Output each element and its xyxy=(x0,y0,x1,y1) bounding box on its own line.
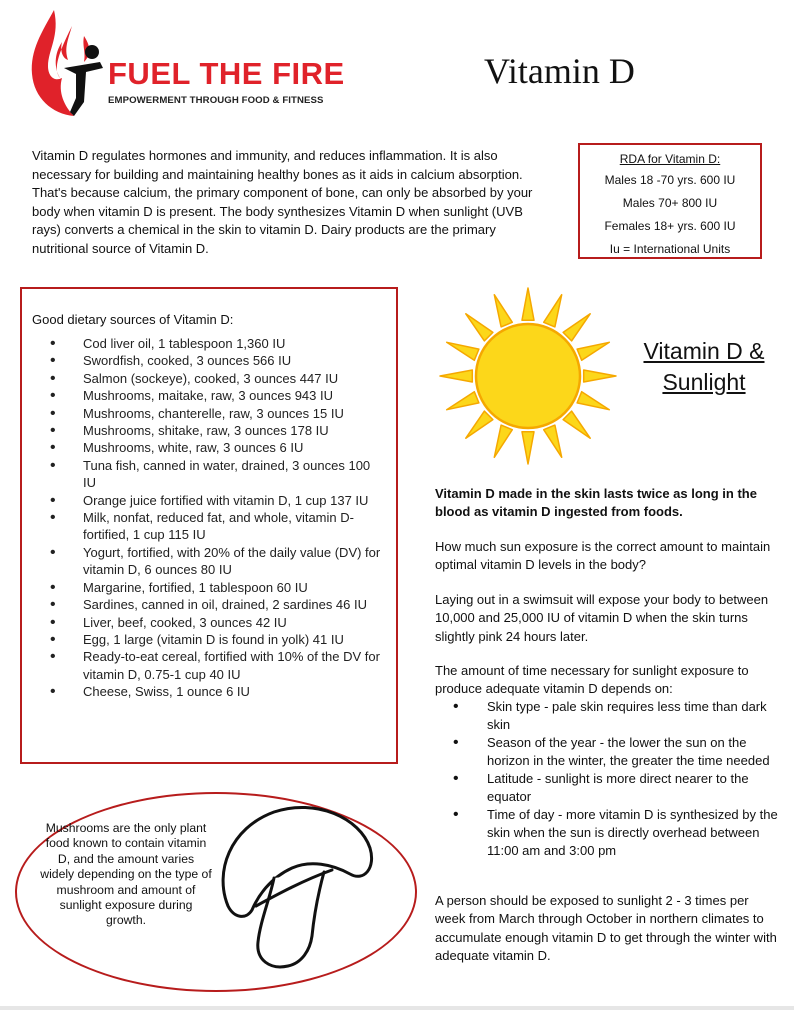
list-item: • Tuna fish, canned in water, drained, 3 ounces 100 IU xyxy=(56,457,381,492)
list-item: • Time of day - more vitamin D is synthesized by the skin when the sun is directly overhead between 11:00 am and 3:00 pm xyxy=(455,806,785,860)
sunlight-paragraph: How much sun exposure is the correct amount to maintain optimal vitamin D levels in the body? xyxy=(435,539,771,573)
sunlight-paragraph: A person should be exposed to sunlight 2 - 3 times per week from March through October in northern climates to accumulate enough vitamin D to get through the winter with adequate vitamin D. xyxy=(435,893,777,964)
list-item: • Swordfish, cooked, 3 ounces 566 IU xyxy=(56,352,381,369)
rda-row: Males 18 -70 yrs. 600 IU xyxy=(604,173,736,187)
sun-ray xyxy=(447,392,479,410)
sun-ray xyxy=(577,392,609,410)
bottom-divider xyxy=(0,1006,794,1010)
rda-row: Females 18+ yrs. 600 IU xyxy=(604,219,736,233)
list-item: • Ready-to-eat cereal, fortified with 10% of the DV for vitamin D, 0.75-1 cup 40 IU xyxy=(56,648,381,683)
sun-ray xyxy=(466,411,493,438)
list-item: • Latitude - sunlight is more direct nearer to the equator xyxy=(455,770,785,806)
list-item: • Mushrooms, maitake, raw, 3 ounces 943 IU xyxy=(56,387,381,404)
sunlight-paragraph: Laying out in a swimsuit will expose your body to between 10,000 and 25,000 IU of vitamin D when the skin turns slightly pink 24 hours later. xyxy=(435,592,769,644)
list-item: • Season of the year - the lower the sun on the horizon in the winter, the greater the time needed xyxy=(455,734,785,770)
sunlight-title-line: Sunlight xyxy=(662,369,746,395)
sun-ray xyxy=(522,432,534,464)
sunlight-title-line: Vitamin D & xyxy=(643,338,765,364)
sun-ray xyxy=(563,314,590,341)
rda-title: RDA for Vitamin D: xyxy=(619,152,721,166)
sun-ray xyxy=(522,288,534,320)
list-item: • Salmon (sockeye), cooked, 3 ounces 447 IU xyxy=(56,370,381,387)
sun-ray xyxy=(577,342,609,360)
mushroom-icon xyxy=(200,798,380,976)
sunlight-paragraph: The amount of time necessary for sunlight exposure to produce adequate vitamin D depends on: xyxy=(435,663,749,697)
list-item: • Mushrooms, chanterelle, raw, 3 ounces 15 IU xyxy=(56,405,381,422)
list-item: • Milk, nonfat, reduced fat, and whole, vitamin D-fortified, 1 cup 115 IU xyxy=(56,509,381,544)
list-item: • Liver, beef, cooked, 3 ounces 42 IU xyxy=(56,614,381,631)
list-item: • Cheese, Swiss, 1 ounce 6 IU xyxy=(56,683,381,700)
sun-icon xyxy=(436,286,620,466)
flame-person-logo-icon xyxy=(24,6,114,118)
sunlight-title xyxy=(614,336,794,398)
sun-ray xyxy=(447,342,479,360)
sun-ray xyxy=(440,370,472,382)
sources-heading: Good dietary sources of Vitamin D: xyxy=(32,312,234,327)
sun-ray xyxy=(494,425,512,457)
list-item: • Mushrooms, white, raw, 3 ounces 6 IU xyxy=(56,439,381,456)
sun-ray xyxy=(544,295,562,327)
rda-row: Iu = International Units xyxy=(609,242,731,256)
brand-tagline: EMPOWERMENT THROUGH FOOD & FITNESS xyxy=(108,95,324,106)
sources-list xyxy=(56,335,381,701)
list-item: • Mushrooms, shitake, raw, 3 ounces 178 IU xyxy=(56,422,381,439)
list-item: • Sardines, canned in oil, drained, 2 sardines 46 IU xyxy=(56,596,381,613)
mushroom-note: Mushrooms are the only plant food known to contain vitamin D, and the amount varies widely depending on the type of mushroom and amount of sunlight exposure during growth. xyxy=(40,821,212,928)
list-item: • Egg, 1 large (vitamin D is found in yolk) 41 IU xyxy=(56,631,381,648)
sun-ray xyxy=(494,295,512,327)
list-item: • Cod liver oil, 1 tablespoon 1,360 IU xyxy=(56,335,381,352)
sunlight-bold-paragraph: Vitamin D made in the skin lasts twice as long in the blood as vitamin D ingested from foods. xyxy=(435,486,757,520)
rda-box xyxy=(578,143,762,259)
sun-ray xyxy=(544,425,562,457)
brand-name: FUEL THE FIRE xyxy=(108,56,345,91)
sun-ray xyxy=(466,314,493,341)
sun-factors-list xyxy=(455,698,785,860)
list-item: • Skin type - pale skin requires less time than dark skin xyxy=(455,698,785,734)
rda-row: Males 70+ 800 IU xyxy=(622,196,718,210)
list-item: • Margarine, fortified, 1 tablespoon 60 IU xyxy=(56,579,381,596)
list-item: • Yogurt, fortified, with 20% of the daily value (DV) for vitamin D, 6 ounces 80 IU xyxy=(56,544,381,579)
intro-paragraph: Vitamin D regulates hormones and immunity, and reduces inflammation. It is also necessary for building and maintaining healthy bones as it aids in calcium absorption. That's because calcium, the primary component of bone, can only be absorbed by your body when vitamin D is present. The body synthesizes Vitamin D when sunlight (UVB rays) converts a chemical in the skin to vitamin D. Dairy products are the primary nutritional source of Vitamin D. xyxy=(32,148,533,256)
sun-ray xyxy=(563,411,590,438)
page-title: Vitamin D xyxy=(484,51,635,91)
sun-ray xyxy=(584,370,616,382)
list-item: • Orange juice fortified with vitamin D, 1 cup 137 IU xyxy=(56,492,381,509)
